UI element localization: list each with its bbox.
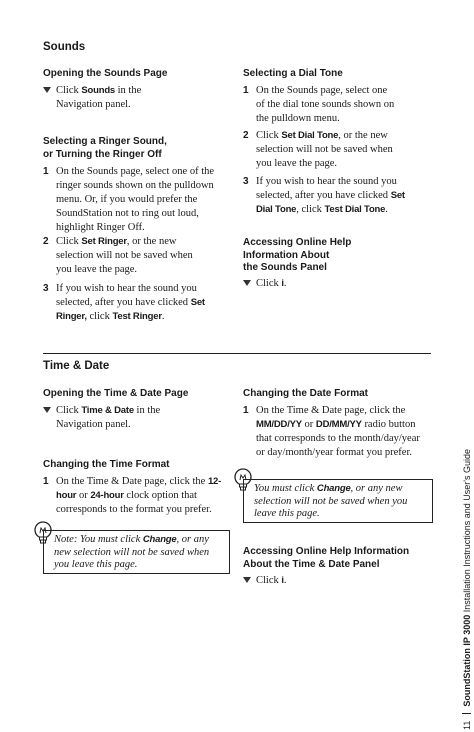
time-date-help-heading: Accessing Online Help Information About the Time & Date Panel (243, 546, 410, 570)
triangle-bullet-icon (43, 407, 51, 413)
set-dial-tone-ref: Set Dial Tone (281, 130, 339, 141)
dial-tone-heading: Selecting a Dial Tone (243, 68, 343, 79)
triangle-bullet-icon (43, 87, 51, 93)
time-format-note: Note: You must click Change, or any new selection will not be saved when you leave this page. (43, 530, 230, 574)
12-hour-ref: 12-hour (56, 476, 222, 501)
time-format-step-1: 1 On the Time & Date page, click the 12-hour or 24-hour clock option that corresponds to the format you prefer. (43, 476, 222, 515)
date-format-step-1: 1 On the Time & Date page, click the MM/DD/YY or DD/MM/YY radio button that corresponds to the month/day/year or day/month/year format you prefer. (243, 405, 420, 458)
set-ringer-ref: Set Ringer (81, 236, 127, 247)
time-date-section-title: Time & Date (43, 360, 110, 372)
ringer-step-1: 1 On the Sounds page, select one of the ringer sounds shown on the pulldown menu. Or, if you would prefer the SoundStation not to ring out loud, highlight Ringer Off. (43, 166, 215, 233)
mmddyy-ref: MM/DD/YY (256, 419, 302, 430)
sounds-section-title: Sounds (43, 41, 86, 53)
test-ringer-ref: Test Ringer (112, 311, 162, 322)
page-number: 11 (462, 720, 472, 730)
opening-sounds-heading: Opening the Sounds Page (43, 68, 168, 79)
time-date-nav-ref: Time & Date (81, 405, 134, 416)
triangle-bullet-icon (243, 280, 251, 286)
footer-guide: Installation Instructions and User's Guide (462, 448, 472, 615)
sounds-help-step: Click i. (243, 277, 363, 291)
ringer-step-3: 3 If you wish to hear the sound you selected, after you have clicked Set Ringer, click Test Ringer. (43, 283, 205, 322)
dial-step-1: 1 On the Sounds page, select one of the dial tone sounds shown on the pulldown menu. (243, 85, 395, 124)
info-i-ref-2: i (281, 575, 284, 586)
triangle-bullet-icon (243, 577, 251, 583)
sounds-help-heading: Accessing Online Help Information About the Sounds Panel (243, 237, 352, 273)
footer-product: SoundStation IP 3000 (462, 614, 472, 707)
time-format-heading: Changing the Time Format (43, 459, 170, 470)
opening-time-date-heading: Opening the Time & Date Page (43, 388, 189, 399)
ringer-step-2: 2 Click Set Ringer, or the new selection will not be saved when you leave the page. (43, 236, 193, 275)
24-hour-ref: 24-hour (90, 490, 124, 501)
sounds-nav-ref: Sounds (81, 85, 116, 96)
set-dial-tone-ref-2: Set Dial Tone (256, 190, 405, 215)
opening-time-date-step: Click Time & Date in the Navigation panel. (43, 404, 218, 432)
dial-step-2: 2 Click Set Dial Tone, or the new selection will not be saved when you leave the page. (243, 130, 393, 169)
ddmmyy-ref: DD/MM/YY (315, 419, 362, 430)
time-date-help-step: Click i. (243, 574, 363, 588)
dial-step-3: 3 If you wish to hear the sound you selected, after you have clicked Set Dial Tone, click Test Dial Tone. (243, 176, 405, 215)
set-ringer-ref-2: Set Ringer, (56, 297, 205, 322)
opening-sounds-step: Click Sounds in the Navigation panel. (43, 84, 213, 112)
change-ref: Change (142, 534, 177, 545)
change-ref-2: Change (316, 483, 351, 494)
page-footer (462, 449, 472, 730)
section-divider (43, 353, 431, 354)
date-format-note: You must click Change, or any new selection will not be saved when you leave this page. (243, 479, 433, 523)
test-dial-tone-ref: Test Dial Tone (324, 204, 386, 215)
info-i-ref: i (281, 278, 284, 289)
date-format-heading: Changing the Date Format (243, 388, 369, 399)
ringer-heading: Selecting a Ringer Sound, or Turning the Ringer Off (43, 136, 167, 160)
